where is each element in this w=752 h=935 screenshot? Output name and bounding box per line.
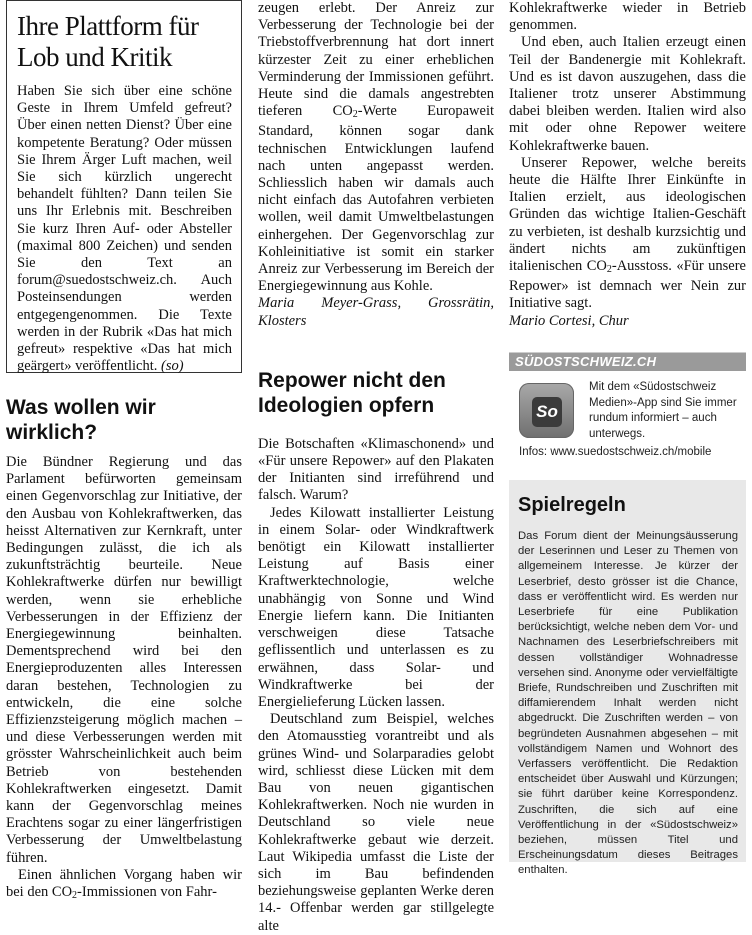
letter2-p5-tail: -Ausstoss. «Für unsere Repower» ist demnach wer Nein zur Initiative sagt. [509,258,746,312]
platform-box-title: Ihre Plattform für Lob und Kritik [17,11,199,72]
letter2-author: Mario Cortesi, Chur [509,312,629,329]
letter1-author: Maria Meyer-Grass, Grossrätin, Klosters [258,295,494,329]
rules-box [509,480,746,877]
letter1-paragraph-2-cont: zeugen erlebt. Der Anreiz zur Verbesserung der Technologie bei der Triebstoffverbrennung hat dort innert kürzester Zeit zu einer erheblichen Verminderung der Immissionen geführt. Heute sind die damals angestrebten tieferen $CO_2$-Werte Europaweit Standard, können sogar dank technischen Entwicklungen laufend nach unten angepasst werden. Schliesslich haben wir damals auch nicht einfach das Autofahren verbieten wollen, weil damit Umweltbelastungen einhergehen. Der Gegenvorschlag zur Kohleinitiative ist somit ein starker Anreiz zur Verbesserung im Bereich der Energiegewinnung aus Kohle. [258,0,494,295]
letter2-paragraph-3: Deutschland zum Beispiel, welches den Atomausstieg vorantreibt und als grünes Wind- und Solarparadies gelobt wird, schliesst diese Lücken mit dem Bau von neuen gigantischen Kohlekraftwerken. Noch nie wurden in Deutschland so viele neue Kohlekraftwerke gebaut wie derzeit. Laut Wikipedia umfasst die Liste der sich im Bau befindenden beziehungsweise geplanten Werke deren 14.- Offenbar werden gar stillgelegte alte [258,711,494,934]
rules-text: Das Forum dient der Meinungsäusserung der Leserinnen und Leser zu Themen von allgemeinem Interesse. Je kürzer der Leserbrief, desto grösser ist die Chance, dass er veröffentlicht wird. Es werden nur Leserbriefe für eine Publikation berücksichtigt, welche neben dem Vor- und Nachnamen des Leserbriefschreibers mit dessen vollständiger Wohnadresse versehen sind. Anonyme oder vervielfältigte Briefe, Rundschreiben und Zuschriften mit diffamierendem Inhalt werden nicht abgedruckt. Die Zuschriften werden – von begründeten Ausnahmen abgesehen – mit vollständigem Namen und Wohnort des Verfassers veröffentlicht. Die Redaktion entscheidet über Auswahl und Kürzungen; sie führt darüber keine Korrespondenz. Zuschriften, die sich auf eine Veröffentlichung in der «Südostschweiz» beziehen, müssen Titel und Erscheinungsdatum dieses Beitrages enthalten. [518,530,738,877]
letter1-headline: Was wollen wir wirklich? [6,396,156,444]
platform-box [6,0,242,373]
platform-box-body: Haben Sie sich über eine schöne Geste in Ihrem Umfeld gefreut? Über einen netten Dienst? Über eine kompetente Beratung? Oder müssen Sie Ihrem Ärger Luft machen, weil Sie sich kürzlich ungerecht behandelt fühlten? Dann teilen Sie uns Ihr Erlebnis mit. Beschreiben Sie kurz Ihren Auf- oder Absteller (maximal 800 Zeichen) und senden Sie den Text an forum@suedostschweiz.ch. Auch Posteinsendungen werden entgegengenommen. Die Texte werden in der Rubrik «Das hat mich gefreut» respektive «Das hat mich geärgert» veröffentlicht. [17,83,232,375]
letter2-paragraph-1: Die Botschaften «Klimaschonend» und «Für unsere Repower» auf den Plakaten der Initianten sind irreführend und falsch. Warum? [258,435,494,504]
column-3 [509,0,746,330]
column-1 [6,0,242,904]
platform-box-text [17,83,232,375]
letter2-headline: Repower nicht den Ideologien opfern [258,368,446,417]
letter2-paragraph-4: Und eben, auch Italien erzeugt einen Teil der Bandenergie mit Kohlekraft. Und es ist davon auszugehen, dass die Italiener trotz unserer Abstimmung dabei bleiben werden. Italien wird also mit oder ohne Repower weitere Kohlekraftwerke bauen. [509,34,746,154]
letter1-p2-tail-col1: -Immissionen von Fahr- [77,884,217,901]
letter1-p2-text: Einen ähnlichen Vorgang haben wir bei den CO [6,866,242,901]
app-promo[interactable] [509,352,746,465]
app-icon-label: So [532,397,562,427]
suedostschweiz-logo: SÜDOSTSCHWEIZ.CH [509,353,746,371]
platform-box-tag: (so) [161,358,184,375]
promo-text: Mit dem «Südostschweiz Medien»-App sind Sie immer rundum informiert – auch unterwegs. [589,381,737,440]
letter1-paragraph-1: Die Bündner Regierung und das Parlament befürworten gemeinsam einen Gegenvorschlag zur Initiative, der den Ausbau von Kohlekraftwerken, das heisst Alternativen zur Kernkraft, unter Bedingungen zulässt, die ich als zukunftsträchtig beurteile. Neue Kohlekraftwerke dürfen nur bewilligt werden, wenn sie erhebliche Verbesserungen in der Effizienz der Energiegewinnung beinhalten. Dementsprechend wird bei den Energieproduzenten alles Interessen daran bestehen, Technologien zu entwickeln, die eine solche Effizienzsteigerung möglich machen – und diese Verbesserungen werden mit grösster Wahrscheinlichkeit auch beim Betrieb von bestehenden Kohlekraftwerken eingesetzt. Damit kann der Gegenvorschlag meines Erachtens sogar zu einer längerfristigen Verbesserung der Umweltbelastung führen. [6,454,242,866]
column-2 [258,0,494,935]
subscript-2: 2 [72,890,78,902]
letter2-paragraph-5 [509,155,746,313]
letter2-paragraph-2: Jedes Kilowatt installierter Leistung in einem Solar- oder Windkraftwerk benötigt ein Kilowatt installierter Leistung auf Basis einer Kraftwerktechnologie, welche unabhängig von Sonne und Wind Energie liefern kann. Die Initianten verschweigen diese Tatsache geflissentlich und unterlassen es zu erwähnen, dass Solar- und Windkraftwerke bei der Energielieferung Lücken lassen. [258,504,494,710]
app-icon[interactable] [519,383,574,438]
letter2-p5-text: Unserer Repower, welche bereits heute die Hälfte Ihrer Einkünfte in Italien erzielt, aus ideologischen Gründen das wichtige Italien-Geschäft zu verbieten, ist deshalb kurzsichtig und ändert nichts am zukünftigen italienischen CO [509,154,746,275]
promo-info-link[interactable]: Infos: www.suedostschweiz.ch/mobile [519,446,712,458]
letter2-paragraph-3-cont: Kohlekraftwerke wieder in Betrieb genommen. [509,0,746,34]
rules-title: Spielregeln [518,494,626,516]
subscript-2: 2 [606,264,612,276]
letter1-paragraph-2-start [6,867,242,904]
